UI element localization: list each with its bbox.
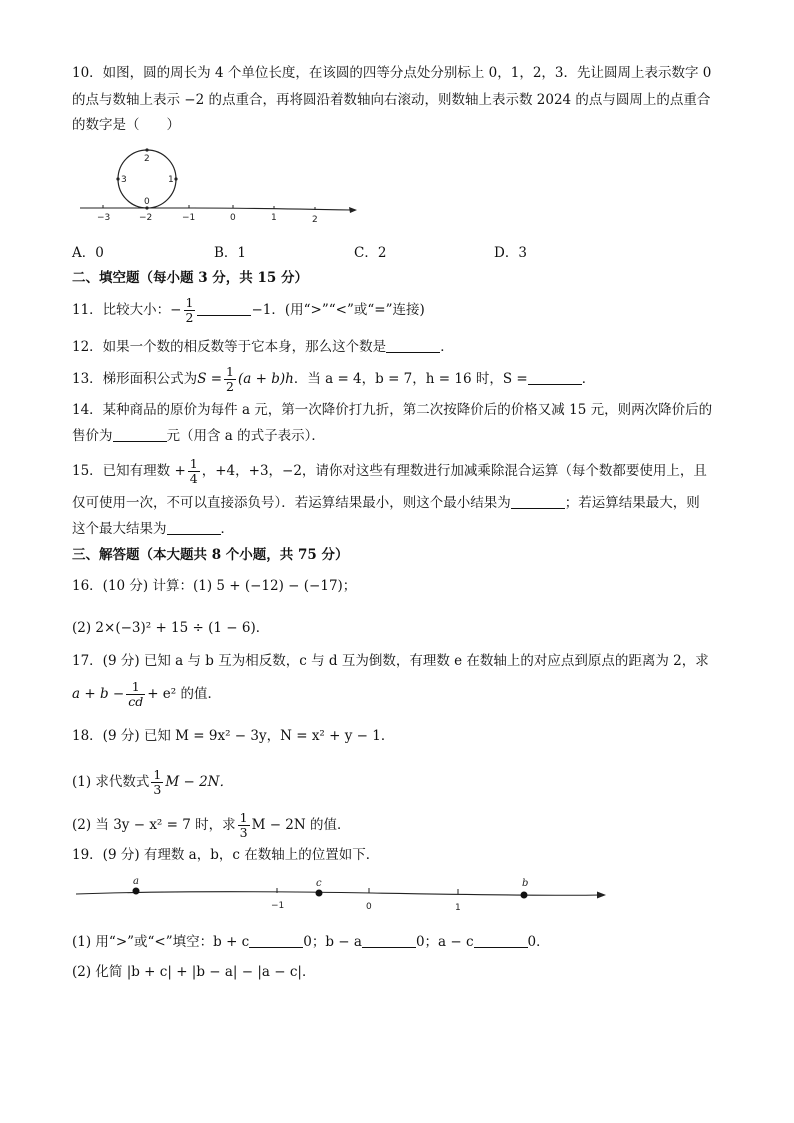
q19-line3: (2) 化简 |b + c| + |b − a| − |a − c|．: [72, 964, 316, 980]
q10-option-c[interactable]: C．2: [354, 245, 387, 261]
axis-label-minus-2: −2: [139, 213, 153, 223]
q15-line3: [72, 520, 234, 538]
number-line: [80, 208, 352, 210]
q13-formula: (a + b)h: [238, 371, 294, 387]
q18-fraction-1: [151, 768, 163, 797]
q11-frac-num: 1: [185, 295, 194, 310]
q18-line3a: (2) 当 3y − x² = 7 时，求: [72, 817, 236, 833]
q19-blank-2[interactable]: [362, 933, 416, 948]
axis-label-minus-3: −3: [97, 213, 111, 223]
q11-frac-den: 2: [185, 310, 194, 325]
q18-line2a: (1) 求代数式: [72, 774, 150, 790]
q15-prefix: 15．已知有理数 +: [72, 463, 186, 479]
circle-label-0: 0: [144, 197, 150, 207]
q19-line2d: 0．: [527, 934, 550, 950]
q17-line2a: a + b −: [72, 686, 125, 702]
q17-frac-den: cd: [128, 694, 144, 709]
section2-title: 二、填空题（每小题 3 分，共 15 分）: [72, 270, 308, 286]
q12-answer-blank[interactable]: [386, 338, 440, 353]
q11-suffix: −1．(用“>”“<”或“=”连接): [251, 302, 425, 318]
axis-label-minus-1: −1: [182, 213, 196, 223]
q14-line1: 14．某种商品的原价为每件 a 元，第一次降价打九折，第二次按降价后的价格又减 15 元，则两次降价后的: [72, 402, 713, 418]
q15-line3b: ．: [220, 521, 234, 537]
q18-line2: [72, 768, 233, 797]
q12-end: ．: [440, 339, 454, 355]
q15-line1: [72, 457, 707, 486]
q11: [72, 296, 425, 325]
point-a: [133, 888, 140, 895]
circle-point-3: [116, 177, 119, 180]
q18-frac2-den: 3: [239, 825, 248, 840]
q10-line1: 10．如图，圆的周长为 4 个单位长度，在该圆的四等分点处分别标上 0，1，2，3．先让圆周上表示数字 0: [72, 65, 712, 81]
q15-frac-den: 4: [189, 471, 198, 486]
q15-rest1: ，+4，+3，−2，请你对这些有理数进行加减乘除混合运算（每个数都要使用上，且: [201, 463, 707, 479]
q13-end: ．: [581, 371, 596, 387]
q17-line2b: + e² 的值．: [147, 686, 221, 702]
q15-min-answer-blank[interactable]: [511, 494, 565, 509]
q10-circle-number-line-figure: [72, 144, 372, 224]
q10-line3: 的数字是（ ）: [72, 117, 180, 133]
q19-line2: [72, 933, 550, 951]
q18-fraction-2: [238, 811, 250, 840]
axis-label-0: 0: [230, 213, 236, 223]
axis-label-1: 1: [455, 903, 461, 913]
point-b: [521, 892, 528, 899]
q13-condition: ．当 a = 4，b = 7，h = 16 时，S =: [293, 371, 528, 387]
section3-title: 三、解答题（本大题共 8 个小题，共 75 分）: [72, 547, 349, 563]
q18-line2b: M − 2N．: [165, 774, 233, 790]
q17-line1: 17．(9 分) 已知 a 与 b 互为相反数，c 与 d 互为倒数，有理数 e 在数轴上的对应点到原点的距离为 2，求: [72, 653, 709, 669]
q13-frac-den: 2: [226, 379, 234, 394]
q15-line2b: ；若运算结果最大，则: [564, 495, 700, 511]
q18-frac1-den: 3: [153, 782, 162, 797]
label-a: a: [133, 876, 139, 887]
q16-line1: 16．(10 分) 计算：(1) 5 + (−12) − (−17)；: [72, 578, 357, 594]
q19-line2a: (1) 用“>”或“<”填空：b + c: [72, 934, 250, 950]
q18-line3b: M − 2N 的值．: [251, 817, 351, 833]
q15-frac-num: 1: [189, 456, 198, 471]
q12-text: 12．如果一个数的相反数等于它本身，那么这个数是: [72, 339, 387, 355]
q17-line2: [72, 680, 221, 709]
q15-line2: [72, 494, 700, 512]
circle-point-1: [174, 177, 177, 180]
q19-line1: 19．(9 分) 有理数 a，b，c 在数轴上的位置如下．: [72, 847, 380, 863]
q10-option-b[interactable]: B．1: [214, 245, 247, 261]
q11-prefix: 11．比较大小：−: [72, 302, 182, 318]
q14-line2: [72, 427, 325, 445]
circle-label-2: 2: [144, 154, 150, 164]
q18-line3: [72, 811, 351, 840]
q13-fraction: [224, 365, 236, 394]
label-b: b: [522, 878, 529, 889]
q18-line1: 18．(9 分) 已知 M = 9x² − 3y，N = x² + y − 1．: [72, 728, 395, 744]
label-c: c: [316, 878, 322, 889]
q13-frac-num: 1: [226, 364, 234, 379]
q13-answer-blank[interactable]: [528, 370, 582, 385]
q15-fraction: [188, 457, 200, 486]
q15-line3a: 这个最大结果为: [72, 521, 167, 537]
q17-fraction: [126, 680, 145, 709]
q17-frac-num: 1: [126, 680, 145, 695]
axis-label-0: 0: [366, 902, 372, 912]
q19-blank-3[interactable]: [474, 933, 528, 948]
axis-label-2: 2: [312, 215, 318, 224]
number-line-arrow: [597, 892, 606, 899]
q18-frac1-num: 1: [153, 767, 162, 782]
point-c: [316, 890, 323, 897]
q18-frac2-num: 1: [239, 810, 248, 825]
q12: [72, 338, 454, 356]
q16-line2: (2) 2×(−3)² + 15 ÷ (1 − 6)．: [72, 620, 270, 636]
q19-line2b: 0；b − a: [303, 934, 362, 950]
circle-label-3: 3: [121, 175, 127, 185]
q10-line2: 的点与数轴上表示 −2 的点重合，再将圆沿着数轴向右滚动，则数轴上表示数 2024 的点与圆周上的点重合: [72, 92, 711, 108]
number-line-arrow: [349, 207, 357, 213]
q10-option-a[interactable]: A．0: [72, 245, 104, 261]
q19-line2c: 0；a − c: [415, 934, 474, 950]
q19-blank-1[interactable]: [249, 933, 303, 948]
q14-line2a: 售价为: [72, 428, 113, 444]
q11-fraction: [184, 296, 196, 325]
axis-label-1: 1: [271, 213, 277, 223]
circle-label-1: 1: [168, 175, 174, 185]
q15-line2a: 仅可使用一次，不可以直接添负号）．若运算结果最小，则这个最小结果为: [72, 495, 511, 511]
circle-point-2: [145, 148, 148, 151]
q15-max-answer-blank[interactable]: [167, 520, 221, 535]
axis-label-minus-1: −1: [271, 901, 285, 911]
q14-line2b: 元（用含 a 的式子表示）．: [166, 428, 325, 444]
q10-options: [72, 244, 722, 262]
q13-prefix: 13．梯形面积公式为: [72, 371, 198, 387]
q19-number-line-figure: [72, 872, 612, 922]
q13: [72, 365, 595, 394]
q13-s-eq: S =: [197, 371, 223, 387]
q14-answer-blank[interactable]: [113, 427, 167, 442]
q11-answer-blank[interactable]: [197, 301, 251, 316]
q10-option-d[interactable]: D．3: [494, 245, 527, 261]
